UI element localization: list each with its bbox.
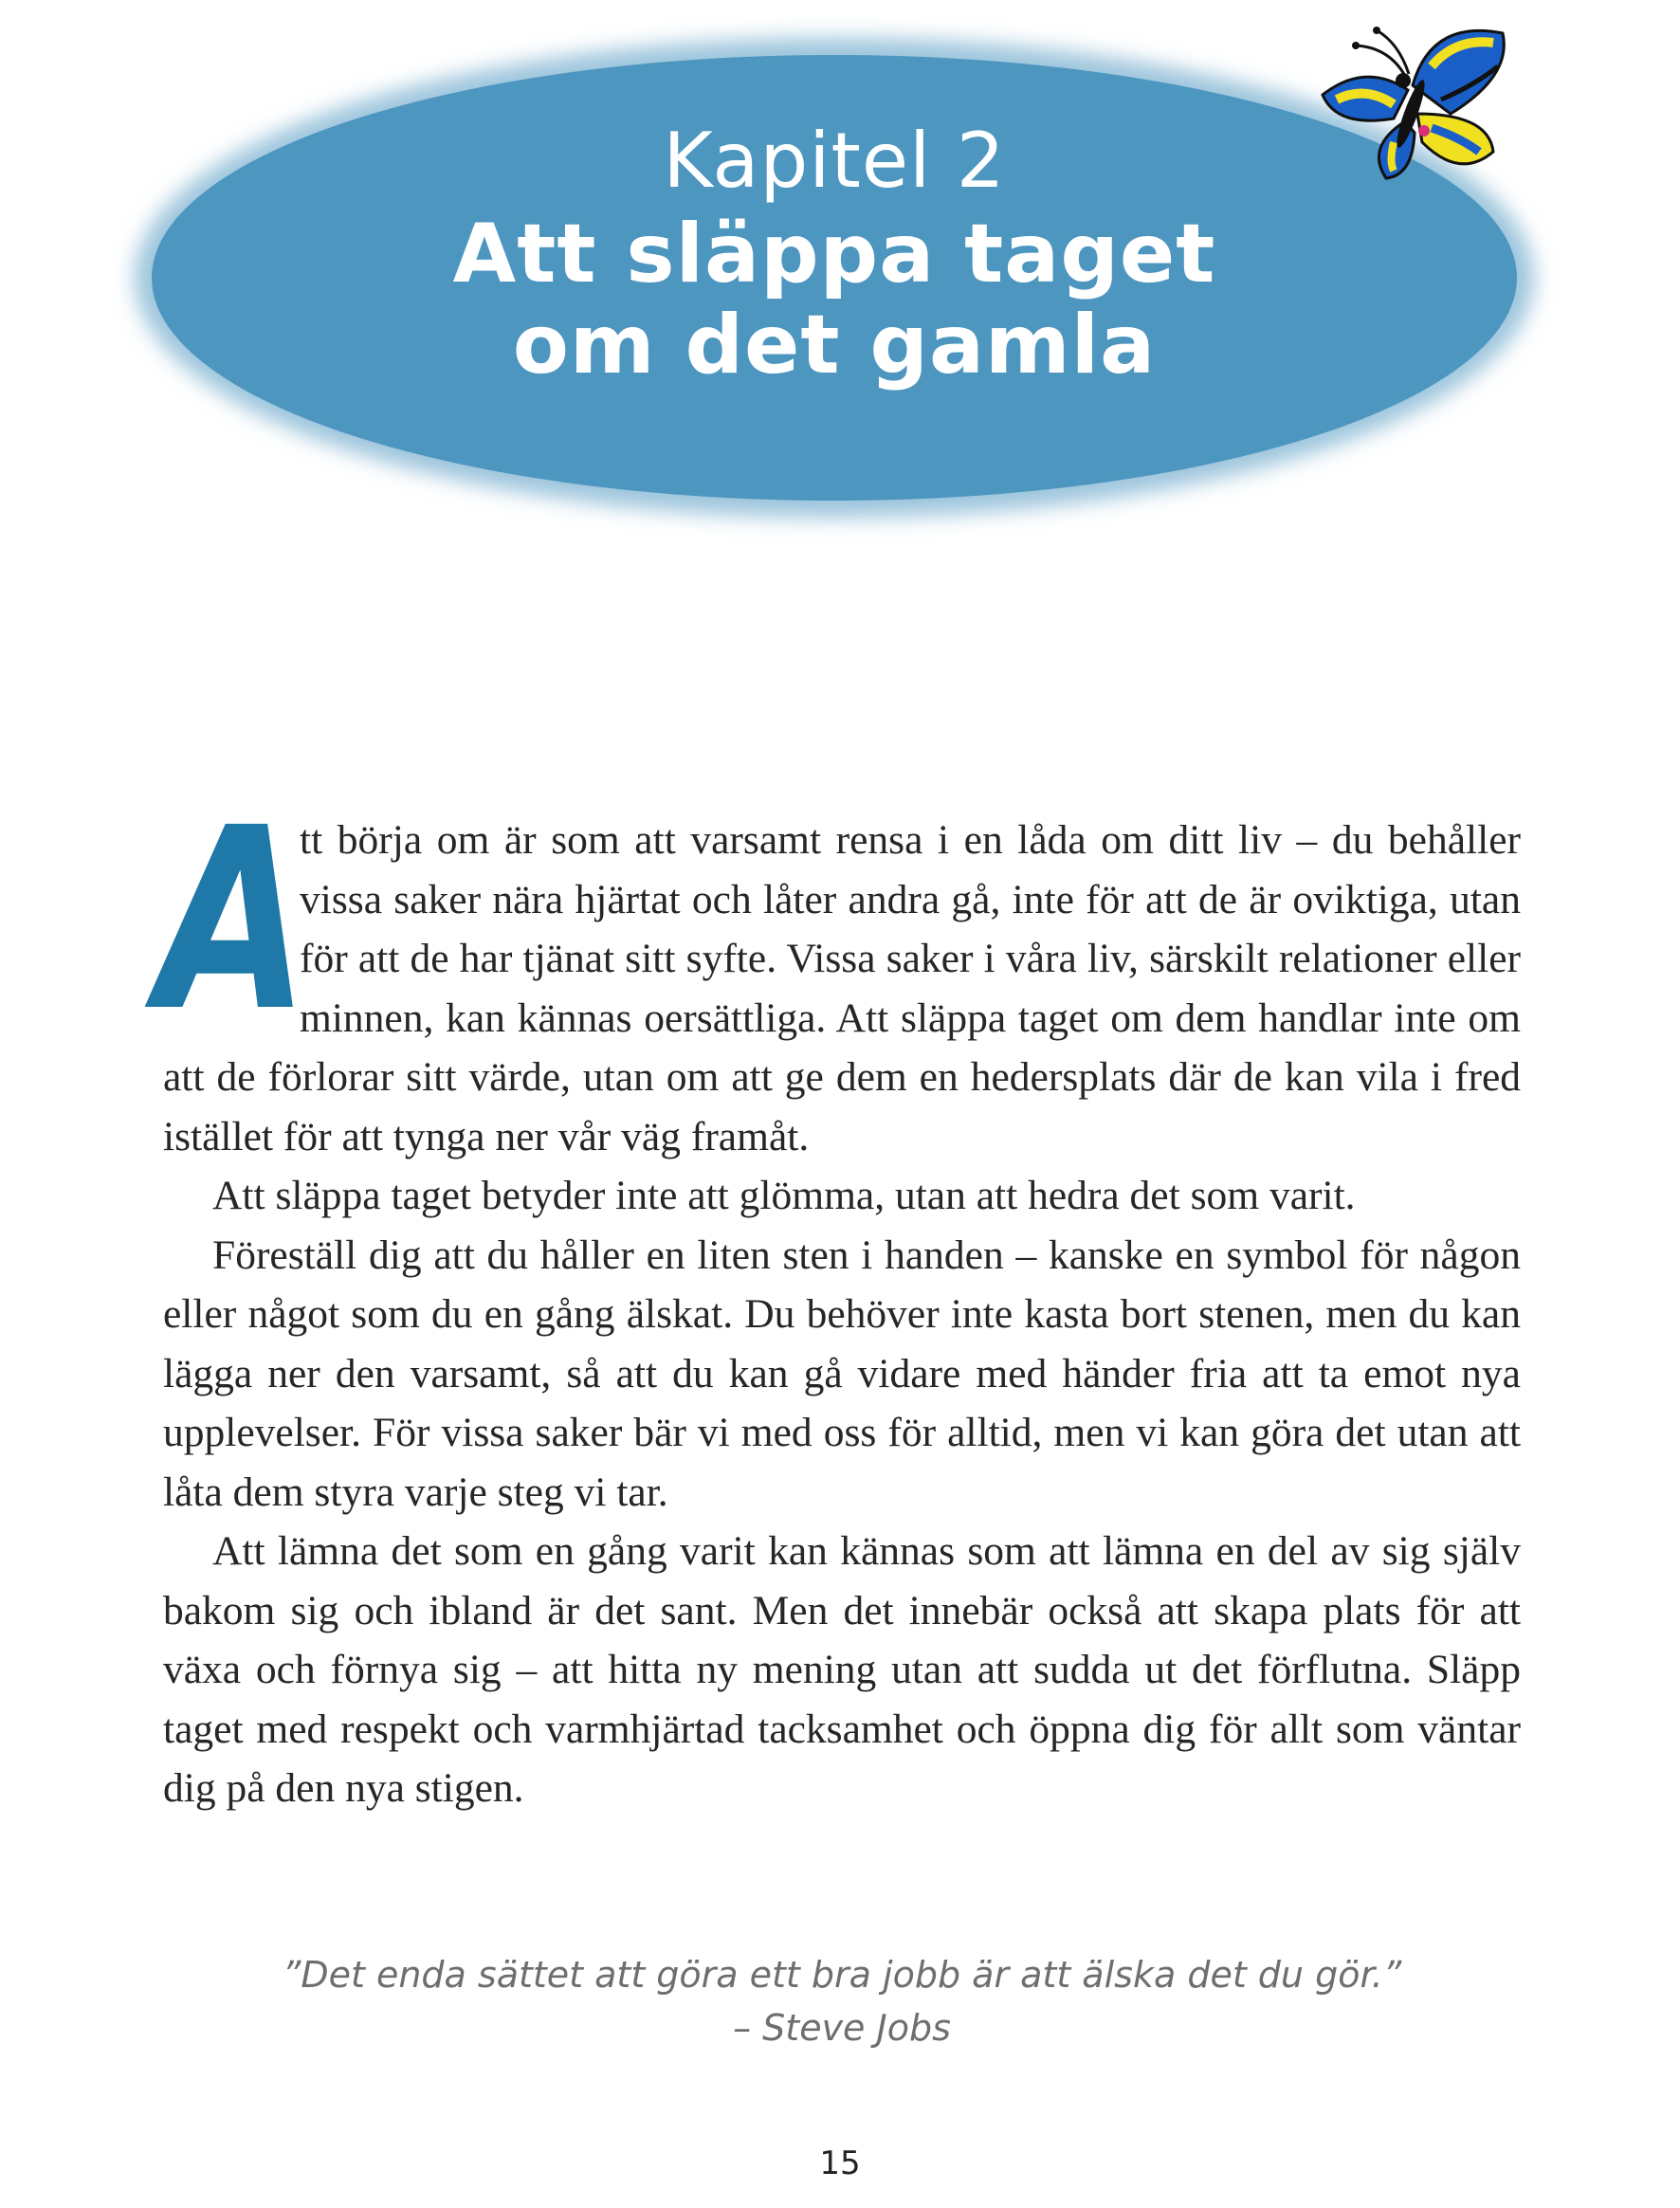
quote-author: – Steve Jobs	[733, 2007, 951, 2049]
body-text	[157, 775, 1521, 1818]
chapter-label: Kapitel 2	[663, 117, 1006, 205]
chapter-title-line-2: om det gamla	[512, 298, 1157, 392]
paragraph-1-text: tt börja om är som att varsamt rensa i en låda om ditt liv – du behåller vissa saker nära hjärtat och låter andra gå, inte för att de är oviktiga, utan för att de har tjänat sitt syfte. Vissa saker i våra liv, särskilt relationer eller minnen, kan kännas oersättliga. Att släppa taget om dem handlar inte om att de förlorar sitt värde, utan om att ge dem en hedersplats där de kan vila i fred istället för att tynga ner vår väg framåt.	[163, 817, 1521, 1159]
chapter-title-line-1: Att släppa taget	[452, 207, 1216, 301]
paragraph-3: Föreställ dig att du håller en liten sten i handen – kanske en symbol för någon eller något som du en gång älskat. Du behöver inte kasta bort stenen, men du kan lägga ner den varsamt, så att du kan gå vidare med händer fria att ta emot nya upplevelser. För vissa saker bär vi med oss för alltid, men vi kan göra det utan att låta dem styra varje steg vi tar.	[163, 1232, 1521, 1515]
drop-cap: A	[157, 775, 309, 1067]
paragraph-2: Att släppa taget betyder inte att glömma, utan att hedra det som varit.	[212, 1173, 1356, 1218]
paragraph-4: Att lämna det som en gång varit kan kännas som att lämna en del av sig själv bakom sig och ibland är det sant. Men det innebär också att skapa plats för att växa och förnya sig – att hitta ny mening utan att sudda ut det förflutna. Släpp taget med respekt och varmhjärtad tacksamhet och öppna dig för allt som väntar dig på den nya stigen.	[163, 1528, 1521, 1811]
quote-text: ”Det enda sättet att göra ett bra jobb är att älska det du gör.”	[282, 1954, 1402, 1996]
paragraph-1	[157, 775, 1521, 1166]
page-number: 15	[819, 2144, 861, 2182]
butterfly-icon	[1299, 9, 1517, 190]
quote-block	[163, 1948, 1521, 2054]
